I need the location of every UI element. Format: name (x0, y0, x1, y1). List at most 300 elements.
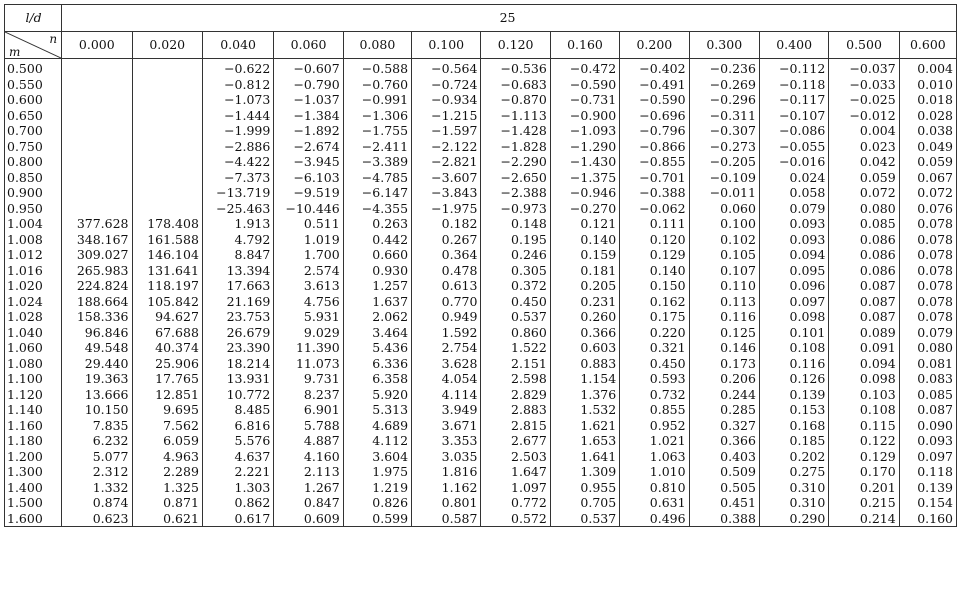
table-cell: 0.093 (759, 216, 828, 232)
table-cell: 0.170 (829, 464, 899, 480)
row-label-m: 1.120 (5, 387, 62, 403)
table-cell (62, 170, 132, 186)
table-cell (62, 201, 132, 217)
table-cell: 0.496 (620, 511, 689, 527)
table-cell: 0.078 (899, 294, 956, 310)
table-cell: 0.097 (899, 449, 956, 465)
table-cell: 0.004 (829, 123, 899, 139)
table-cell: 9.695 (132, 402, 202, 418)
table-cell: −0.107 (759, 108, 828, 124)
table-cell: 4.963 (132, 449, 202, 465)
column-header-n: 0.020 (132, 32, 202, 59)
table-cell: 0.085 (829, 216, 899, 232)
table-cell: 0.244 (689, 387, 759, 403)
table-cell: 3.464 (343, 325, 411, 341)
table-row (5, 418, 957, 434)
column-header-n: 0.160 (550, 32, 619, 59)
table-cell: 0.732 (620, 387, 689, 403)
table-cell: 0.327 (689, 418, 759, 434)
table-cell: 2.289 (132, 464, 202, 480)
table-cell: 0.078 (899, 216, 956, 232)
table-cell: 0.004 (899, 59, 956, 77)
table-cell: 2.312 (62, 464, 132, 480)
table-cell: 0.087 (899, 402, 956, 418)
table-cell: 0.305 (481, 263, 550, 279)
table-row (5, 433, 957, 449)
table-cell: 40.374 (132, 340, 202, 356)
table-cell: −2.388 (481, 185, 550, 201)
table-cell: 0.478 (412, 263, 481, 279)
table-cell: 0.952 (620, 418, 689, 434)
table-cell: −0.564 (412, 59, 481, 77)
table-cell: 0.072 (829, 185, 899, 201)
table-cell: 5.788 (274, 418, 343, 434)
table-cell: 1.621 (550, 418, 619, 434)
table-cell: −0.696 (620, 108, 689, 124)
column-header-n: 0.500 (829, 32, 899, 59)
header-row-ld (5, 5, 957, 32)
row-label-m: 1.100 (5, 371, 62, 387)
table-cell: 8.485 (202, 402, 273, 418)
table-row (5, 170, 957, 186)
row-label-m: 1.160 (5, 418, 62, 434)
table-cell: 12.851 (132, 387, 202, 403)
table-cell: 0.097 (759, 294, 828, 310)
table-cell: 0.181 (550, 263, 619, 279)
table-cell: 0.660 (343, 247, 411, 263)
table-cell: 0.118 (899, 464, 956, 480)
table-cell: 0.260 (550, 309, 619, 325)
table-cell: 4.756 (274, 294, 343, 310)
ld-value: 25 (62, 5, 957, 32)
table-cell: 0.098 (829, 371, 899, 387)
table-cell: 0.862 (202, 495, 273, 511)
row-label-m: 0.850 (5, 170, 62, 186)
table-cell: 0.215 (829, 495, 899, 511)
table-cell: 2.151 (481, 356, 550, 372)
table-cell: 0.086 (829, 247, 899, 263)
table-cell: 0.613 (412, 278, 481, 294)
table-cell: 0.018 (899, 92, 956, 108)
table-cell: 2.677 (481, 433, 550, 449)
row-label-m: 0.700 (5, 123, 62, 139)
table-cell: −2.122 (412, 139, 481, 155)
table-cell: 6.901 (274, 402, 343, 418)
table-cell: 0.220 (620, 325, 689, 341)
row-label-m: 0.550 (5, 77, 62, 93)
table-cell (62, 77, 132, 93)
table-cell: 1.019 (274, 232, 343, 248)
table-cell: 0.076 (899, 201, 956, 217)
table-cell: 9.029 (274, 325, 343, 341)
table-row (5, 511, 957, 527)
table-cell: 0.153 (759, 402, 828, 418)
table-cell: 0.162 (620, 294, 689, 310)
table-cell: −1.306 (343, 108, 411, 124)
table-cell (62, 123, 132, 139)
table-cell: 0.081 (899, 356, 956, 372)
table-cell: −0.472 (550, 59, 619, 77)
table-cell: 0.451 (689, 495, 759, 511)
table-cell: 0.090 (899, 418, 956, 434)
table-cell: −0.205 (689, 154, 759, 170)
table-cell: 0.111 (620, 216, 689, 232)
table-cell: 0.089 (829, 325, 899, 341)
table-cell: 0.185 (759, 433, 828, 449)
table-cell: 5.920 (343, 387, 411, 403)
table-cell: −1.384 (274, 108, 343, 124)
table-cell: 0.110 (689, 278, 759, 294)
table-cell: 1.267 (274, 480, 343, 496)
table-cell: 8.847 (202, 247, 273, 263)
row-label-m: 0.500 (5, 59, 62, 77)
table-cell: −0.701 (620, 170, 689, 186)
m-label: m (9, 45, 21, 59)
table-cell: 1.816 (412, 464, 481, 480)
row-label-m: 1.180 (5, 433, 62, 449)
table-cell: −1.975 (412, 201, 481, 217)
table-cell: 17.663 (202, 278, 273, 294)
table-cell: −1.755 (343, 123, 411, 139)
table-cell: 2.503 (481, 449, 550, 465)
row-label-m: 0.900 (5, 185, 62, 201)
table-cell: 5.436 (343, 340, 411, 356)
row-label-m: 1.020 (5, 278, 62, 294)
table-cell: 1.162 (412, 480, 481, 496)
table-cell: −0.012 (829, 108, 899, 124)
row-label-m: 0.750 (5, 139, 62, 155)
table-cell: −0.016 (759, 154, 828, 170)
header-row-n (5, 32, 957, 59)
table-cell: 0.049 (899, 139, 956, 155)
table-cell: −0.236 (689, 59, 759, 77)
table-cell: 0.067 (899, 170, 956, 186)
table-cell: 0.206 (689, 371, 759, 387)
table-cell: 0.108 (759, 340, 828, 356)
table-cell: 0.168 (759, 418, 828, 434)
table-cell: 0.372 (481, 278, 550, 294)
coefficient-table (4, 4, 957, 527)
column-header-n: 0.120 (481, 32, 550, 59)
table-cell: 4.887 (274, 433, 343, 449)
row-label-m: 1.040 (5, 325, 62, 341)
table-cell: 0.572 (481, 511, 550, 527)
table-row (5, 92, 957, 108)
table-cell: −0.311 (689, 108, 759, 124)
table-cell: −1.215 (412, 108, 481, 124)
table-cell: −1.999 (202, 123, 273, 139)
table-cell: −0.117 (759, 92, 828, 108)
row-label-m: 1.024 (5, 294, 62, 310)
table-cell: −0.973 (481, 201, 550, 217)
table-cell: 0.010 (899, 77, 956, 93)
table-cell: 0.175 (620, 309, 689, 325)
table-cell: 0.511 (274, 216, 343, 232)
table-cell: 0.442 (343, 232, 411, 248)
table-cell: 0.883 (550, 356, 619, 372)
table-cell: 0.102 (689, 232, 759, 248)
table-cell (132, 92, 202, 108)
table-cell: −0.900 (550, 108, 619, 124)
table-cell (62, 154, 132, 170)
row-label-m: 0.650 (5, 108, 62, 124)
table-cell: 1.913 (202, 216, 273, 232)
table-cell (132, 108, 202, 124)
table-cell: −0.855 (620, 154, 689, 170)
table-cell: 0.949 (412, 309, 481, 325)
table-cell: 26.679 (202, 325, 273, 341)
table-row (5, 309, 957, 325)
table-cell: 0.078 (899, 247, 956, 263)
table-cell: 4.160 (274, 449, 343, 465)
table-cell: 1.303 (202, 480, 273, 496)
table-cell: 0.095 (759, 263, 828, 279)
row-label-m: 1.140 (5, 402, 62, 418)
table-cell (62, 59, 132, 77)
table-cell: 348.167 (62, 232, 132, 248)
table-row (5, 154, 957, 170)
table-row (5, 77, 957, 93)
table-row (5, 480, 957, 496)
table-cell: 0.321 (620, 340, 689, 356)
table-cell: 1.641 (550, 449, 619, 465)
column-header-n: 0.000 (62, 32, 132, 59)
table-cell: −0.536 (481, 59, 550, 77)
table-cell: 0.148 (481, 216, 550, 232)
row-label-m: 1.004 (5, 216, 62, 232)
table-cell: 2.754 (412, 340, 481, 356)
table-cell: −2.650 (481, 170, 550, 186)
table-cell: −0.790 (274, 77, 343, 93)
table-cell: 0.129 (829, 449, 899, 465)
table-cell: 161.588 (132, 232, 202, 248)
table-cell: 6.358 (343, 371, 411, 387)
table-cell: 0.855 (620, 402, 689, 418)
table-cell (132, 154, 202, 170)
table-cell: −3.389 (343, 154, 411, 170)
table-row (5, 278, 957, 294)
table-cell: 0.150 (620, 278, 689, 294)
corner-cell (5, 32, 62, 59)
table-cell: 17.765 (132, 371, 202, 387)
table-cell: 0.810 (620, 480, 689, 496)
table-cell: −2.411 (343, 139, 411, 155)
table-cell: −6.103 (274, 170, 343, 186)
table-cell: −0.037 (829, 59, 899, 77)
table-cell: −1.444 (202, 108, 273, 124)
table-cell: 0.705 (550, 495, 619, 511)
table-cell: 0.593 (620, 371, 689, 387)
row-label-m: 1.400 (5, 480, 62, 496)
table-cell: 7.562 (132, 418, 202, 434)
table-cell (132, 59, 202, 77)
table-cell: 11.390 (274, 340, 343, 356)
table-cell (132, 139, 202, 155)
table-cell: −0.991 (343, 92, 411, 108)
table-cell: 1.010 (620, 464, 689, 480)
table-cell: −2.674 (274, 139, 343, 155)
table-cell: −0.025 (829, 92, 899, 108)
row-label-m: 1.008 (5, 232, 62, 248)
table-cell: 2.062 (343, 309, 411, 325)
row-label-m: 0.600 (5, 92, 62, 108)
table-cell (132, 123, 202, 139)
table-cell: 131.641 (132, 263, 202, 279)
table-cell: 2.574 (274, 263, 343, 279)
table-cell: 309.027 (62, 247, 132, 263)
table-row (5, 139, 957, 155)
table-cell: −2.886 (202, 139, 273, 155)
table-cell: 2.829 (481, 387, 550, 403)
table-cell: 5.576 (202, 433, 273, 449)
table-cell: 0.267 (412, 232, 481, 248)
table-cell: −0.033 (829, 77, 899, 93)
table-cell: 67.688 (132, 325, 202, 341)
table-cell: 2.883 (481, 402, 550, 418)
table-cell: 1.522 (481, 340, 550, 356)
table-cell: −1.375 (550, 170, 619, 186)
table-cell: 4.112 (343, 433, 411, 449)
table-cell: 0.366 (550, 325, 619, 341)
table-cell: 4.689 (343, 418, 411, 434)
row-label-m: 1.016 (5, 263, 62, 279)
table-row (5, 495, 957, 511)
table-cell: −0.388 (620, 185, 689, 201)
row-label-m: 1.300 (5, 464, 62, 480)
table-cell (62, 108, 132, 124)
table-cell: 23.390 (202, 340, 273, 356)
table-cell: 1.063 (620, 449, 689, 465)
table-cell (132, 77, 202, 93)
table-cell: 1.257 (343, 278, 411, 294)
table-cell: −0.934 (412, 92, 481, 108)
column-header-n: 0.200 (620, 32, 689, 59)
table-cell: 0.059 (899, 154, 956, 170)
table-cell: −0.269 (689, 77, 759, 93)
row-label-m: 1.012 (5, 247, 62, 263)
table-row (5, 464, 957, 480)
table-cell: 0.772 (481, 495, 550, 511)
table-cell: 2.815 (481, 418, 550, 434)
table-cell: 0.023 (829, 139, 899, 155)
table-cell: 265.983 (62, 263, 132, 279)
table-cell: 0.024 (759, 170, 828, 186)
table-cell: −0.491 (620, 77, 689, 93)
column-header-n: 0.400 (759, 32, 828, 59)
n-label: n (49, 32, 58, 46)
table-cell: 0.080 (899, 340, 956, 356)
table-cell: 0.160 (899, 511, 956, 527)
table-cell: 0.231 (550, 294, 619, 310)
table-cell: 0.201 (829, 480, 899, 496)
table-cell: 0.505 (689, 480, 759, 496)
table-cell: −1.037 (274, 92, 343, 108)
coefficient-table-container (4, 4, 957, 527)
table-cell: 0.120 (620, 232, 689, 248)
table-cell: 0.146 (689, 340, 759, 356)
table-cell: −0.590 (620, 92, 689, 108)
table-cell: 0.078 (899, 278, 956, 294)
table-cell: 0.621 (132, 511, 202, 527)
table-cell: 0.623 (62, 511, 132, 527)
table-cell: 188.664 (62, 294, 132, 310)
table-cell: 1.653 (550, 433, 619, 449)
table-cell: 0.173 (689, 356, 759, 372)
table-cell: 0.537 (481, 309, 550, 325)
table-cell: 6.816 (202, 418, 273, 434)
table-cell: 29.440 (62, 356, 132, 372)
table-row (5, 108, 957, 124)
row-label-m: 1.060 (5, 340, 62, 356)
table-cell: −0.011 (689, 185, 759, 201)
table-cell: 1.532 (550, 402, 619, 418)
table-cell: −4.422 (202, 154, 273, 170)
table-cell: 1.637 (343, 294, 411, 310)
table-cell: 178.408 (132, 216, 202, 232)
table-cell: 0.182 (412, 216, 481, 232)
table-cell: 158.336 (62, 309, 132, 325)
table-cell: 0.159 (550, 247, 619, 263)
table-cell: 0.098 (759, 309, 828, 325)
table-cell: 0.028 (899, 108, 956, 124)
table-cell: 0.080 (829, 201, 899, 217)
table-cell: 0.388 (689, 511, 759, 527)
table-row (5, 325, 957, 341)
table-cell: −10.446 (274, 201, 343, 217)
table-cell: 3.353 (412, 433, 481, 449)
table-cell: −0.724 (412, 77, 481, 93)
table-cell: 0.847 (274, 495, 343, 511)
table-cell: 0.310 (759, 480, 828, 496)
table-cell: −13.719 (202, 185, 273, 201)
table-cell: 3.671 (412, 418, 481, 434)
table-cell: −0.607 (274, 59, 343, 77)
table-cell: 0.587 (412, 511, 481, 527)
table-cell: −1.428 (481, 123, 550, 139)
table-cell: 0.078 (899, 232, 956, 248)
table-cell: −0.946 (550, 185, 619, 201)
table-cell: 0.038 (899, 123, 956, 139)
column-header-n: 0.060 (274, 32, 343, 59)
table-cell: 0.100 (689, 216, 759, 232)
table-cell: −0.796 (620, 123, 689, 139)
table-cell: 1.097 (481, 480, 550, 496)
table-cell (132, 170, 202, 186)
table-cell: 0.125 (689, 325, 759, 341)
table-row (5, 232, 957, 248)
table-cell: 0.107 (689, 263, 759, 279)
table-cell: 1.219 (343, 480, 411, 496)
table-cell: 0.108 (829, 402, 899, 418)
table-cell: 0.139 (899, 480, 956, 496)
table-cell: −1.073 (202, 92, 273, 108)
table-cell: 3.613 (274, 278, 343, 294)
column-header-n: 0.300 (689, 32, 759, 59)
table-cell: −1.597 (412, 123, 481, 139)
table-cell: 0.079 (759, 201, 828, 217)
table-cell: −3.607 (412, 170, 481, 186)
table-cell: 1.592 (412, 325, 481, 341)
table-cell: 0.770 (412, 294, 481, 310)
table-cell: 0.087 (829, 294, 899, 310)
table-row (5, 340, 957, 356)
table-cell: 3.949 (412, 402, 481, 418)
table-cell: −0.086 (759, 123, 828, 139)
table-cell: −1.892 (274, 123, 343, 139)
table-cell (132, 201, 202, 217)
table-row (5, 402, 957, 418)
table-row (5, 247, 957, 263)
